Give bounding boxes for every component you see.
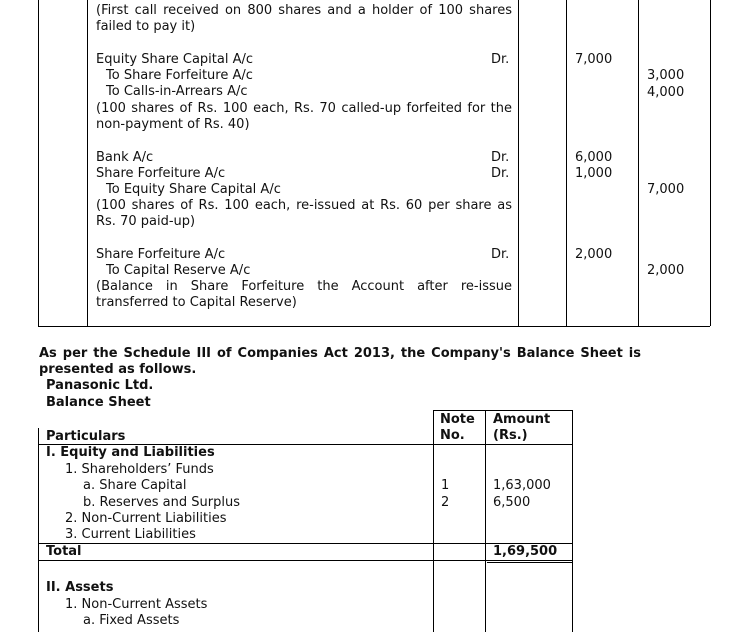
journal-credit-amount: 4,000 <box>647 85 685 100</box>
journal-account-line: To Share Forfeiture A/c <box>106 68 253 83</box>
bs-row-label: 1. Non-Current Assets <box>65 597 208 612</box>
bs-header-particulars: Particulars <box>46 429 126 444</box>
journal-account-line: Share Forfeiture A/c <box>96 166 226 181</box>
bs-row-note: 2 <box>441 495 450 510</box>
journal-debit-amount: 2,000 <box>575 247 613 262</box>
journal-col-divider <box>87 0 88 326</box>
bs-row-amount: 6,500 <box>493 495 531 510</box>
bs-header-note: Note No. <box>440 412 475 443</box>
journal-account-line: To Capital Reserve A/c <box>106 263 251 278</box>
bs-total-double-underline <box>487 562 572 563</box>
journal-border-left <box>38 0 39 326</box>
journal-dr-marker: Dr. <box>491 150 510 165</box>
journal-credit-amount: 7,000 <box>647 182 685 197</box>
bs-row-label: 2. Non-Current Liabilities <box>65 511 227 526</box>
bs-row-label: 3. Current Liabilities <box>65 527 196 542</box>
journal-col-divider <box>518 0 519 326</box>
journal-narration: (100 shares of Rs. 100 each, re-issued at Rs. 60 per share as Rs. 70 paid-up) <box>96 198 512 229</box>
journal-credit-amount: 2,000 <box>647 263 685 278</box>
journal-dr-marker: Dr. <box>491 52 510 67</box>
bs-row-label: I. Equity and Liabilities <box>46 445 215 460</box>
journal-dr-marker: Dr. <box>491 247 510 262</box>
journal-account-line: Equity Share Capital A/c <box>96 52 254 67</box>
journal-narration: (Balance in Share Forfeiture the Account after re-issue transferred to Capital Reserve) <box>96 279 512 310</box>
bs-row-note: 1 <box>441 478 450 493</box>
journal-dr-marker: Dr. <box>491 166 510 181</box>
bs-total-bottom-border <box>38 560 572 561</box>
journal-account-line: Share Forfeiture A/c <box>96 247 226 262</box>
journal-border-right <box>710 0 711 326</box>
bs-total-top-border <box>38 543 572 544</box>
journal-debit-amount: 7,000 <box>575 52 613 67</box>
company-name: Panasonic Ltd. <box>46 378 154 393</box>
bs-row-label: a. Fixed Assets <box>83 613 180 628</box>
bs-total-amount: 1,69,500 <box>493 544 558 559</box>
bs-header-top-border <box>433 410 573 411</box>
bs-border-right <box>572 410 573 632</box>
bs-total-label: Total <box>46 544 82 559</box>
journal-credit-amount: 3,000 <box>647 68 685 83</box>
journal-narration: (100 shares of Rs. 100 each, Rs. 70 called-up forfeited for the non-payment of Rs. 40) <box>96 101 512 132</box>
journal-border-bottom <box>38 326 710 327</box>
bs-row-amount: 1,63,000 <box>493 478 551 493</box>
bs-row-label: a. Share Capital <box>83 478 187 493</box>
journal-account-line: To Calls-in-Arrears A/c <box>106 84 248 99</box>
bs-row-label: b. Reserves and Surplus <box>83 495 240 510</box>
journal-account-line: Bank A/c <box>96 150 154 165</box>
bs-row-label: II. Assets <box>46 580 114 595</box>
journal-col-divider <box>638 0 639 326</box>
journal-account-line: To Equity Share Capital A/c <box>106 182 281 197</box>
bs-header-amount: Amount (Rs.) <box>493 412 551 443</box>
bs-border-left <box>38 428 39 632</box>
journal-debit-amount: 6,000 <box>575 150 613 165</box>
journal-narration: (First call received on 800 shares and a holder of 100 shares failed to pay it) <box>96 3 512 34</box>
bs-row-label: 1. Shareholders’ Funds <box>65 462 214 477</box>
sheet-title: Balance Sheet <box>46 395 151 410</box>
intro-paragraph: As per the Schedule III of Companies Act 2013, the Company's Balance Sheet is presented as follows. <box>39 346 641 377</box>
journal-debit-amount: 1,000 <box>575 166 613 181</box>
journal-col-divider <box>566 0 567 326</box>
